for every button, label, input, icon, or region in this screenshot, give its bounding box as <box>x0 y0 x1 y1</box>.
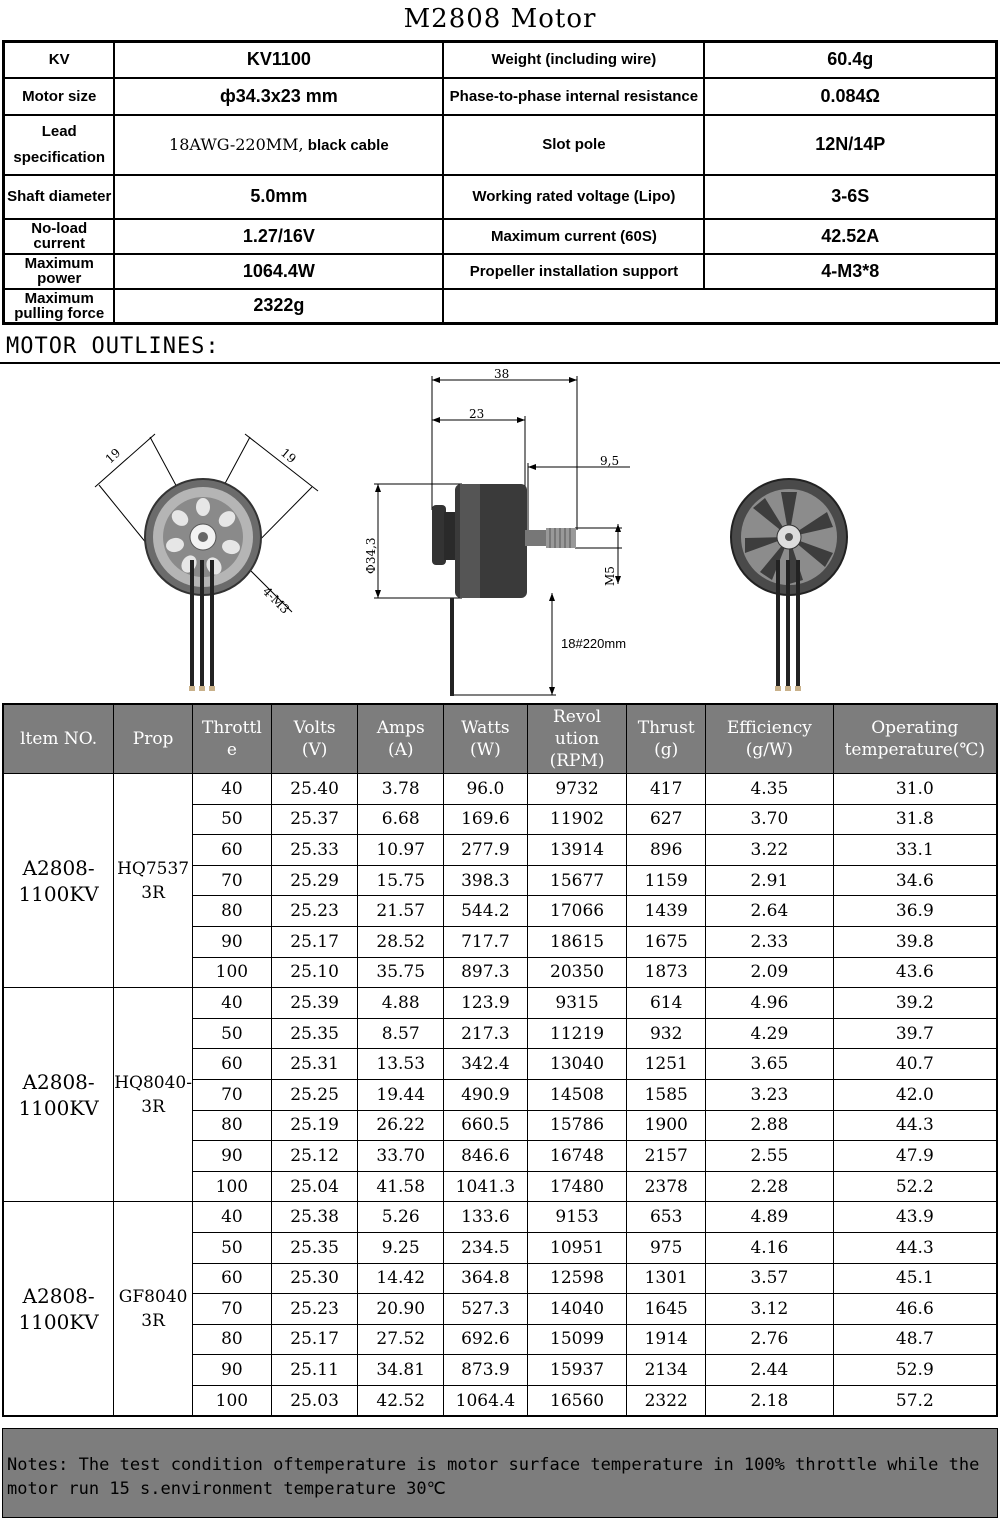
table-cell: 60 <box>192 835 271 866</box>
dim-line <box>95 434 155 487</box>
table-cell: 25.12 <box>271 1141 358 1172</box>
dim-line <box>245 434 318 491</box>
table-cell: 9315 <box>527 988 627 1019</box>
table-cell: 20.90 <box>358 1294 444 1325</box>
column-header-line: Throttl <box>202 718 262 738</box>
table-cell: 169.6 <box>444 804 528 835</box>
spec-label: Maximum power <box>4 254 115 289</box>
arrow <box>432 377 440 383</box>
spec-label: Lead specification <box>4 115 115 175</box>
column-header-line: (g) <box>654 740 679 760</box>
spec-value: 12N/14P <box>704 115 996 175</box>
column-header-line: (RPM) <box>549 751 605 771</box>
table-cell: 80 <box>192 896 271 927</box>
table-cell: 39.7 <box>833 1018 997 1049</box>
table-cell: 80 <box>192 1110 271 1141</box>
table-cell: 1585 <box>627 1079 706 1110</box>
motor-side-view <box>432 484 576 696</box>
table-cell: 25.40 <box>271 774 358 805</box>
table-cell: 25.31 <box>271 1049 358 1080</box>
table-cell: 3.70 <box>706 804 834 835</box>
column-header-line: temperature(℃) <box>844 740 986 760</box>
spec-label: Maximum current (60S) <box>443 219 704 254</box>
table-cell: 25.38 <box>271 1202 358 1233</box>
spec-value: 3-6S <box>704 175 996 219</box>
spec-label: Maximum pulling force <box>4 289 115 324</box>
table-cell: 42.52 <box>358 1385 444 1416</box>
spec-row <box>4 175 997 219</box>
arrow <box>432 417 440 423</box>
table-cell: 100 <box>192 1385 271 1416</box>
table-cell: 3.65 <box>706 1049 834 1080</box>
table-cell: 10.97 <box>358 835 444 866</box>
column-header-line: (V) <box>301 740 328 760</box>
table-cell: 2378 <box>627 1171 706 1202</box>
table-cell: 33.70 <box>358 1141 444 1172</box>
outlines-heading: MOTOR OUTLINES: <box>6 334 220 359</box>
table-cell: 40 <box>192 988 271 1019</box>
spec-empty-cell <box>443 289 996 324</box>
table-cell: 2322 <box>627 1385 706 1416</box>
table-cell: 44.3 <box>833 1110 997 1141</box>
table-cell: 4.89 <box>706 1202 834 1233</box>
spec-value: KV1100 <box>114 42 443 78</box>
spec-label: No-load current <box>4 219 115 254</box>
item-number-line: A2808- <box>22 1283 95 1308</box>
table-cell: 39.8 <box>833 926 997 957</box>
arrow <box>517 417 525 423</box>
table-cell: 25.29 <box>271 865 358 896</box>
table-cell: 50 <box>192 804 271 835</box>
item-number-cell <box>3 988 114 1202</box>
column-header <box>444 704 528 774</box>
table-cell: 9732 <box>527 774 627 805</box>
table-cell: 15937 <box>527 1355 627 1386</box>
motor-outline-drawing <box>0 364 1000 702</box>
table-cell: 80 <box>192 1324 271 1355</box>
table-cell: 8.57 <box>358 1018 444 1049</box>
arrow <box>528 464 536 470</box>
column-header <box>706 704 834 774</box>
specs-table <box>2 40 998 325</box>
table-cell: 35.75 <box>358 957 444 988</box>
table-cell: 932 <box>627 1018 706 1049</box>
table-cell: 26.22 <box>358 1110 444 1141</box>
table-cell: 28.52 <box>358 926 444 957</box>
table-cell: 19.44 <box>358 1079 444 1110</box>
performance-table <box>2 703 998 1417</box>
table-cell: 100 <box>192 1171 271 1202</box>
table-cell: 33.1 <box>833 835 997 866</box>
item-number-cell <box>3 774 114 988</box>
table-cell: 527.3 <box>444 1294 528 1325</box>
table-cell: 36.9 <box>833 896 997 927</box>
table-cell: 25.03 <box>271 1385 358 1416</box>
table-cell: 9.25 <box>358 1232 444 1263</box>
table-cell: 364.8 <box>444 1263 528 1294</box>
table-cell: 60 <box>192 1049 271 1080</box>
spec-row <box>4 219 997 254</box>
table-cell: 25.23 <box>271 1294 358 1325</box>
notes-box <box>2 1428 998 1518</box>
table-cell: 660.5 <box>444 1110 528 1141</box>
table-cell: 25.04 <box>271 1171 358 1202</box>
table-cell: 15.75 <box>358 865 444 896</box>
dim-label: 38 <box>494 367 510 381</box>
table-cell: 31.8 <box>833 804 997 835</box>
column-header <box>833 704 997 774</box>
table-cell: 70 <box>192 865 271 896</box>
spec-value: 2322g <box>114 289 443 324</box>
dim-label: 4-M3 <box>259 584 293 617</box>
prop-cell <box>114 774 193 988</box>
table-cell: 490.9 <box>444 1079 528 1110</box>
spec-value: 1064.4W <box>114 254 443 289</box>
table-cell: 14040 <box>527 1294 627 1325</box>
table-cell: 34.6 <box>833 865 997 896</box>
prop-cell <box>114 988 193 1202</box>
table-cell: 2.33 <box>706 926 834 957</box>
column-header-line: (W) <box>470 740 501 760</box>
table-cell: 96.0 <box>444 774 528 805</box>
prop-line: 3R <box>141 1096 165 1117</box>
spec-label: Propeller installation support <box>443 254 704 289</box>
table-cell: 1873 <box>627 957 706 988</box>
table-cell: 20350 <box>527 957 627 988</box>
table-cell: 5.26 <box>358 1202 444 1233</box>
dim-label: 19 <box>278 445 299 467</box>
table-cell: 39.2 <box>833 988 997 1019</box>
table-cell: 2.76 <box>706 1324 834 1355</box>
table-cell: 692.6 <box>444 1324 528 1355</box>
column-header-line: Watts <box>461 718 510 738</box>
spec-value <box>114 115 443 175</box>
table-cell: 3.78 <box>358 774 444 805</box>
column-header <box>627 704 706 774</box>
spec-value: ф34.3x23 mm <box>114 78 443 115</box>
table-cell: 3.57 <box>706 1263 834 1294</box>
dim-label: 19 <box>102 445 124 467</box>
arrow <box>375 590 381 598</box>
table-cell: 1251 <box>627 1049 706 1080</box>
table-cell: 4.35 <box>706 774 834 805</box>
table-cell: 13914 <box>527 835 627 866</box>
table-cell: 234.5 <box>444 1232 528 1263</box>
lead-gauge: 18AWG-220MM, <box>169 134 304 154</box>
spec-row <box>4 42 997 78</box>
table-cell: 25.25 <box>271 1079 358 1110</box>
table-cell: 18615 <box>527 926 627 957</box>
spec-label: Phase-to-phase internal resistance <box>443 78 704 115</box>
item-number-cell <box>3 1202 114 1417</box>
column-header-line: Revol <box>552 707 602 727</box>
page-title: M2808 Motor <box>403 4 597 34</box>
dim-label: 9,5 <box>600 454 620 468</box>
table-cell: 897.3 <box>444 957 528 988</box>
table-cell: 2.64 <box>706 896 834 927</box>
table-cell: 25.10 <box>271 957 358 988</box>
table-cell: 614 <box>627 988 706 1019</box>
spec-label: KV <box>4 42 115 78</box>
spec-value: 42.52A <box>704 219 996 254</box>
dim-label: Φ34,3 <box>364 537 378 574</box>
dim-label: 18#220mm <box>561 636 627 651</box>
table-cell: 398.3 <box>444 865 528 896</box>
column-header-line: Volts <box>293 718 336 738</box>
item-number-line: 1100KV <box>18 1095 99 1120</box>
notes-text: Notes: The test condition oftemperature is motor surface temperature in 100% throttle while the motor run 15 s.environment temperature 30℃ <box>7 1455 980 1499</box>
table-row <box>3 988 997 1019</box>
table-cell: 90 <box>192 926 271 957</box>
table-cell: 2.88 <box>706 1110 834 1141</box>
table-cell: 25.30 <box>271 1263 358 1294</box>
table-cell: 15099 <box>527 1324 627 1355</box>
column-header-line: Operating <box>871 718 959 738</box>
arrow <box>569 377 577 383</box>
arrow <box>375 484 381 492</box>
table-cell: 25.35 <box>271 1018 358 1049</box>
column-header <box>271 704 358 774</box>
table-cell: 16748 <box>527 1141 627 1172</box>
table-cell: 4.16 <box>706 1232 834 1263</box>
table-cell: 1675 <box>627 926 706 957</box>
table-cell: 10951 <box>527 1232 627 1263</box>
table-cell: 717.7 <box>444 926 528 957</box>
table-cell: 70 <box>192 1079 271 1110</box>
table-cell: 47.9 <box>833 1141 997 1172</box>
table-cell: 31.0 <box>833 774 997 805</box>
table-cell: 11219 <box>527 1018 627 1049</box>
spec-label: Motor size <box>4 78 115 115</box>
table-cell: 2.44 <box>706 1355 834 1386</box>
item-number-line: A2808- <box>22 1069 95 1094</box>
table-cell: 16560 <box>527 1385 627 1416</box>
table-cell: 3.12 <box>706 1294 834 1325</box>
column-header-line: e <box>226 740 237 760</box>
table-cell: 25.33 <box>271 835 358 866</box>
table-cell: 3.23 <box>706 1079 834 1110</box>
spec-row <box>4 78 997 115</box>
table-cell: 21.57 <box>358 896 444 927</box>
spec-value: 4-M3*8 <box>704 254 996 289</box>
table-cell: 13.53 <box>358 1049 444 1080</box>
spec-value: 60.4g <box>704 42 996 78</box>
table-cell: 217.3 <box>444 1018 528 1049</box>
column-header-line: Efficiency <box>726 718 812 738</box>
table-cell: 48.7 <box>833 1324 997 1355</box>
table-cell: 25.17 <box>271 926 358 957</box>
spec-label: Shaft diameter <box>4 175 115 219</box>
table-cell: 1064.4 <box>444 1385 528 1416</box>
table-cell: 2157 <box>627 1141 706 1172</box>
table-cell: 544.2 <box>444 896 528 927</box>
table-cell: 15786 <box>527 1110 627 1141</box>
table-cell: 46.6 <box>833 1294 997 1325</box>
table-cell: 43.9 <box>833 1202 997 1233</box>
table-cell: 14508 <box>527 1079 627 1110</box>
table-cell: 25.19 <box>271 1110 358 1141</box>
table-cell: 1439 <box>627 896 706 927</box>
motor-top-view <box>731 479 847 691</box>
table-cell: 50 <box>192 1232 271 1263</box>
dim-label: 23 <box>469 407 485 421</box>
table-cell: 123.9 <box>444 988 528 1019</box>
table-cell: 43.6 <box>833 957 997 988</box>
item-number-line: 1100KV <box>18 1309 99 1334</box>
table-cell: 90 <box>192 1355 271 1386</box>
table-cell: 40.7 <box>833 1049 997 1080</box>
column-header-line: ltem NO. <box>20 729 98 749</box>
table-cell: 1900 <box>627 1110 706 1141</box>
column-header <box>192 704 271 774</box>
prop-line: HQ8040- <box>114 1072 192 1093</box>
table-cell: 133.6 <box>444 1202 528 1233</box>
column-header-line: (A) <box>387 740 414 760</box>
table-cell: 25.37 <box>271 804 358 835</box>
arrow <box>549 687 555 695</box>
table-cell: 2.55 <box>706 1141 834 1172</box>
spec-label: Slot pole <box>443 115 704 175</box>
table-cell: 417 <box>627 774 706 805</box>
table-cell: 1159 <box>627 865 706 896</box>
table-cell: 25.11 <box>271 1355 358 1386</box>
column-header <box>527 704 627 774</box>
table-row <box>3 1202 997 1233</box>
column-header-line: ution <box>554 729 600 749</box>
table-cell: 2.18 <box>706 1385 834 1416</box>
column-header <box>358 704 444 774</box>
table-header-row <box>3 704 997 774</box>
table-cell: 6.68 <box>358 804 444 835</box>
spec-row <box>4 115 997 175</box>
table-cell: 11902 <box>527 804 627 835</box>
table-cell: 2.09 <box>706 957 834 988</box>
table-cell: 9153 <box>527 1202 627 1233</box>
table-cell: 40 <box>192 1202 271 1233</box>
table-cell: 342.4 <box>444 1049 528 1080</box>
spec-label: Weight (including wire) <box>443 42 704 78</box>
table-cell: 4.96 <box>706 988 834 1019</box>
prop-line: GF8040 <box>118 1286 188 1307</box>
table-cell: 277.9 <box>444 835 528 866</box>
table-cell: 1914 <box>627 1324 706 1355</box>
prop-line: 3R <box>141 882 165 903</box>
table-cell: 896 <box>627 835 706 866</box>
table-cell: 60 <box>192 1263 271 1294</box>
table-cell: 846.6 <box>444 1141 528 1172</box>
prop-line: HQ7537 <box>117 858 190 879</box>
column-header-line: Thrust <box>637 718 695 738</box>
table-cell: 17066 <box>527 896 627 927</box>
column-header <box>114 704 193 774</box>
table-cell: 45.1 <box>833 1263 997 1294</box>
motor-bottom-view <box>145 479 261 691</box>
spec-row <box>4 254 997 289</box>
table-cell: 90 <box>192 1141 271 1172</box>
table-cell: 100 <box>192 957 271 988</box>
prop-cell <box>114 1202 193 1417</box>
table-cell: 975 <box>627 1232 706 1263</box>
prop-line: 3R <box>141 1310 165 1331</box>
table-cell: 627 <box>627 804 706 835</box>
table-cell: 25.35 <box>271 1232 358 1263</box>
table-cell: 1301 <box>627 1263 706 1294</box>
column-header-line: (g/W) <box>745 740 794 760</box>
spec-value: 1.27/16V <box>114 219 443 254</box>
dim-label: M5 <box>603 566 617 586</box>
table-cell: 50 <box>192 1018 271 1049</box>
table-cell: 1645 <box>627 1294 706 1325</box>
table-cell: 70 <box>192 1294 271 1325</box>
spec-label: Working rated voltage (Lipo) <box>443 175 704 219</box>
table-cell: 40 <box>192 774 271 805</box>
table-cell: 14.42 <box>358 1263 444 1294</box>
column-header-line: Prop <box>132 729 174 749</box>
table-cell: 4.88 <box>358 988 444 1019</box>
table-cell: 34.81 <box>358 1355 444 1386</box>
item-number-line: 1100KV <box>18 881 99 906</box>
table-row <box>3 774 997 805</box>
table-cell: 653 <box>627 1202 706 1233</box>
column-header-line: Amps <box>376 718 425 738</box>
table-cell: 2.28 <box>706 1171 834 1202</box>
item-number-line: A2808- <box>22 855 95 880</box>
table-cell: 4.29 <box>706 1018 834 1049</box>
table-cell: 873.9 <box>444 1355 528 1386</box>
table-cell: 1041.3 <box>444 1171 528 1202</box>
table-cell: 27.52 <box>358 1324 444 1355</box>
table-cell: 17480 <box>527 1171 627 1202</box>
table-cell: 12598 <box>527 1263 627 1294</box>
lead-cable: black cable <box>303 136 389 154</box>
spec-value: 0.084Ω <box>704 78 996 115</box>
spec-value: 5.0mm <box>114 175 443 219</box>
table-cell: 15677 <box>527 865 627 896</box>
table-cell: 44.3 <box>833 1232 997 1263</box>
table-cell: 2.91 <box>706 865 834 896</box>
table-cell: 25.23 <box>271 896 358 927</box>
table-cell: 52.9 <box>833 1355 997 1386</box>
table-cell: 52.2 <box>833 1171 997 1202</box>
column-header <box>3 704 114 774</box>
table-cell: 57.2 <box>833 1385 997 1416</box>
table-cell: 42.0 <box>833 1079 997 1110</box>
table-cell: 41.58 <box>358 1171 444 1202</box>
spec-row <box>4 289 997 324</box>
table-cell: 25.39 <box>271 988 358 1019</box>
table-cell: 25.17 <box>271 1324 358 1355</box>
table-cell: 2134 <box>627 1355 706 1386</box>
table-cell: 3.22 <box>706 835 834 866</box>
arrow <box>549 593 555 601</box>
table-cell: 13040 <box>527 1049 627 1080</box>
